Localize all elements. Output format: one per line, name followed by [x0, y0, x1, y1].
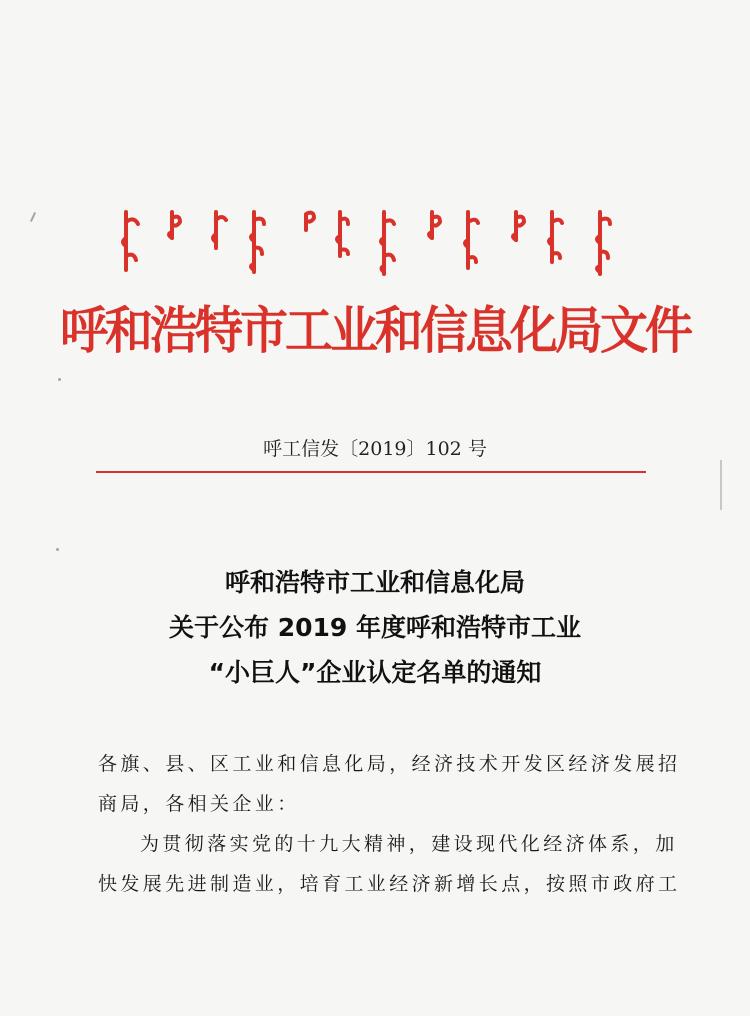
body-paragraph-line: 快发展先进制造业，培育工业经济新增长点，按照市政府工 [98, 873, 681, 895]
notice-title-line: “小巨人”企业认定名单的通知 [208, 658, 542, 687]
scan-speck [58, 378, 61, 381]
mongolian-word [306, 213, 314, 230]
mongolian-word [513, 212, 524, 240]
red-header-rule [96, 471, 646, 473]
agency-header-title: 呼和浩特市工业和信息化局文件 [59, 301, 690, 361]
body-paragraph-line: 为贯彻落实党的十九大精神，建设现代化经济体系，加 [140, 833, 678, 855]
mongolian-word [381, 212, 394, 274]
mongolian-word [549, 212, 562, 262]
scan-speck [56, 548, 59, 551]
recipients-line: 商局，各相关企业： [98, 793, 300, 815]
mongolian-word [213, 212, 226, 248]
notice-title-line: 关于公布 2019 年度呼和浩特市工业 [169, 613, 581, 642]
mongolian-word [169, 212, 180, 238]
notice-title [0, 560, 750, 695]
mongolian-word [429, 212, 440, 238]
document-number: 呼工信发〔2019〕102 号 [263, 438, 487, 460]
mongolian-word [597, 212, 610, 274]
mongolian-word [251, 212, 264, 272]
scan-speck [30, 212, 36, 222]
mongolian-script-header [112, 208, 632, 278]
scan-edge-line [720, 460, 722, 510]
notice-title-line: 呼和浩特市工业和信息化局 [224, 568, 525, 597]
mongolian-word [337, 212, 348, 256]
recipients-line: 各旗、县、区工业和信息化局，经济技术开发区经济发展招 [98, 753, 681, 775]
notice-body [98, 744, 681, 904]
mongolian-word [465, 212, 478, 268]
mongolian-word [123, 212, 138, 270]
